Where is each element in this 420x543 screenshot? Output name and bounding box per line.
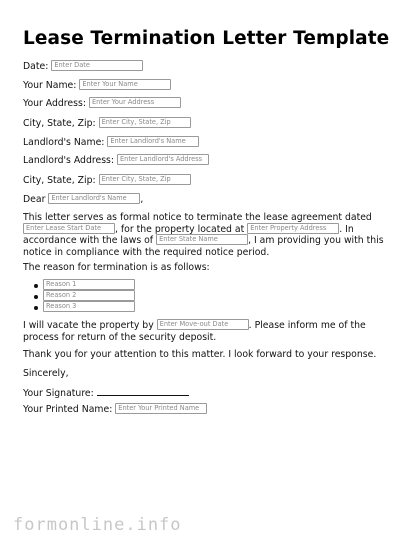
landlord-name-field[interactable]: Enter Landlord's Name [107, 136, 199, 147]
signature-line[interactable] [97, 386, 189, 396]
date-field[interactable]: Enter Date [51, 60, 143, 71]
bullet-icon [34, 284, 38, 288]
thanks-text: Thank you for your attention to this matter. I look forward to your response. [23, 349, 377, 360]
bullet-icon [34, 306, 38, 310]
printed-name-row [23, 404, 207, 416]
your-address-field[interactable]: Enter Your Address [89, 97, 181, 108]
landlord-address-label: Landlord's Address: [23, 155, 115, 166]
signature-row [23, 386, 189, 400]
date-row [23, 61, 143, 73]
reason-2-field[interactable]: Reason 2 [43, 290, 135, 301]
reason-3-field[interactable]: Reason 3 [43, 301, 135, 312]
lease-start-date-field[interactable]: Enter Lease Start Date [23, 223, 115, 234]
notice-text-3: . In accordance with the laws of [23, 223, 354, 247]
reason-1-field[interactable]: Reason 1 [43, 279, 135, 290]
page-title: Lease Termination Letter Template [23, 28, 390, 49]
reason-intro: The reason for termination is as follows: [23, 262, 210, 273]
your-name-field[interactable]: Enter Your Name [79, 79, 171, 90]
landlord-city-state-zip-field[interactable]: Enter City, State, Zip [99, 174, 191, 185]
notice-text-1: This letter serves as formal notice to terminate the lease agreement dated [23, 212, 372, 223]
landlord-name-label: Landlord's Name: [23, 137, 105, 148]
dear-label: Dear [23, 194, 46, 205]
vacate-paragraph [23, 320, 403, 343]
state-name-field[interactable]: Enter State Name [156, 234, 248, 245]
dear-landlord-field[interactable]: Enter Landlord's Name [48, 193, 140, 204]
bullet-icon [34, 295, 38, 299]
notice-text-4: , I am providing you with this notice in compliance with the required notice period. [23, 235, 384, 258]
landlord-name-row [23, 137, 199, 149]
reasons-list [34, 280, 135, 313]
list-item [34, 302, 135, 313]
landlord-city-state-zip-row [23, 175, 191, 187]
your-address-label: Your Address: [23, 98, 86, 109]
printed-name-field[interactable]: Enter Your Printed Name [115, 403, 207, 414]
landlord-address-row [23, 155, 209, 167]
property-address-field[interactable]: Enter Property Address [247, 223, 339, 234]
move-out-date-field[interactable]: Enter Move-out Date [157, 319, 249, 330]
signature-label: Your Signature: [23, 388, 94, 399]
notice-paragraph [23, 212, 403, 258]
your-name-row [23, 80, 171, 92]
watermark: formonline.info [13, 515, 182, 535]
date-label: Date: [23, 61, 49, 72]
vacate-text-2: . Please inform me of the process for return of the security deposit. [23, 320, 366, 343]
your-name-label: Your Name: [23, 80, 77, 91]
notice-text-2: , for the property located at [115, 223, 245, 235]
printed-name-label: Your Printed Name: [23, 404, 113, 415]
your-address-row [23, 98, 181, 110]
vacate-text-1: I will vacate the property by [23, 320, 154, 331]
landlord-city-state-zip-label: City, State, Zip: [23, 175, 96, 186]
city-state-zip-row [23, 118, 191, 130]
city-state-zip-field[interactable]: Enter City, State, Zip [99, 117, 191, 128]
salutation-row [23, 194, 143, 206]
closing-text: Sincerely, [23, 368, 69, 379]
dear-comma: , [140, 194, 144, 205]
city-state-zip-label: City, State, Zip: [23, 118, 96, 129]
landlord-address-field[interactable]: Enter Landlord's Address [117, 154, 209, 165]
